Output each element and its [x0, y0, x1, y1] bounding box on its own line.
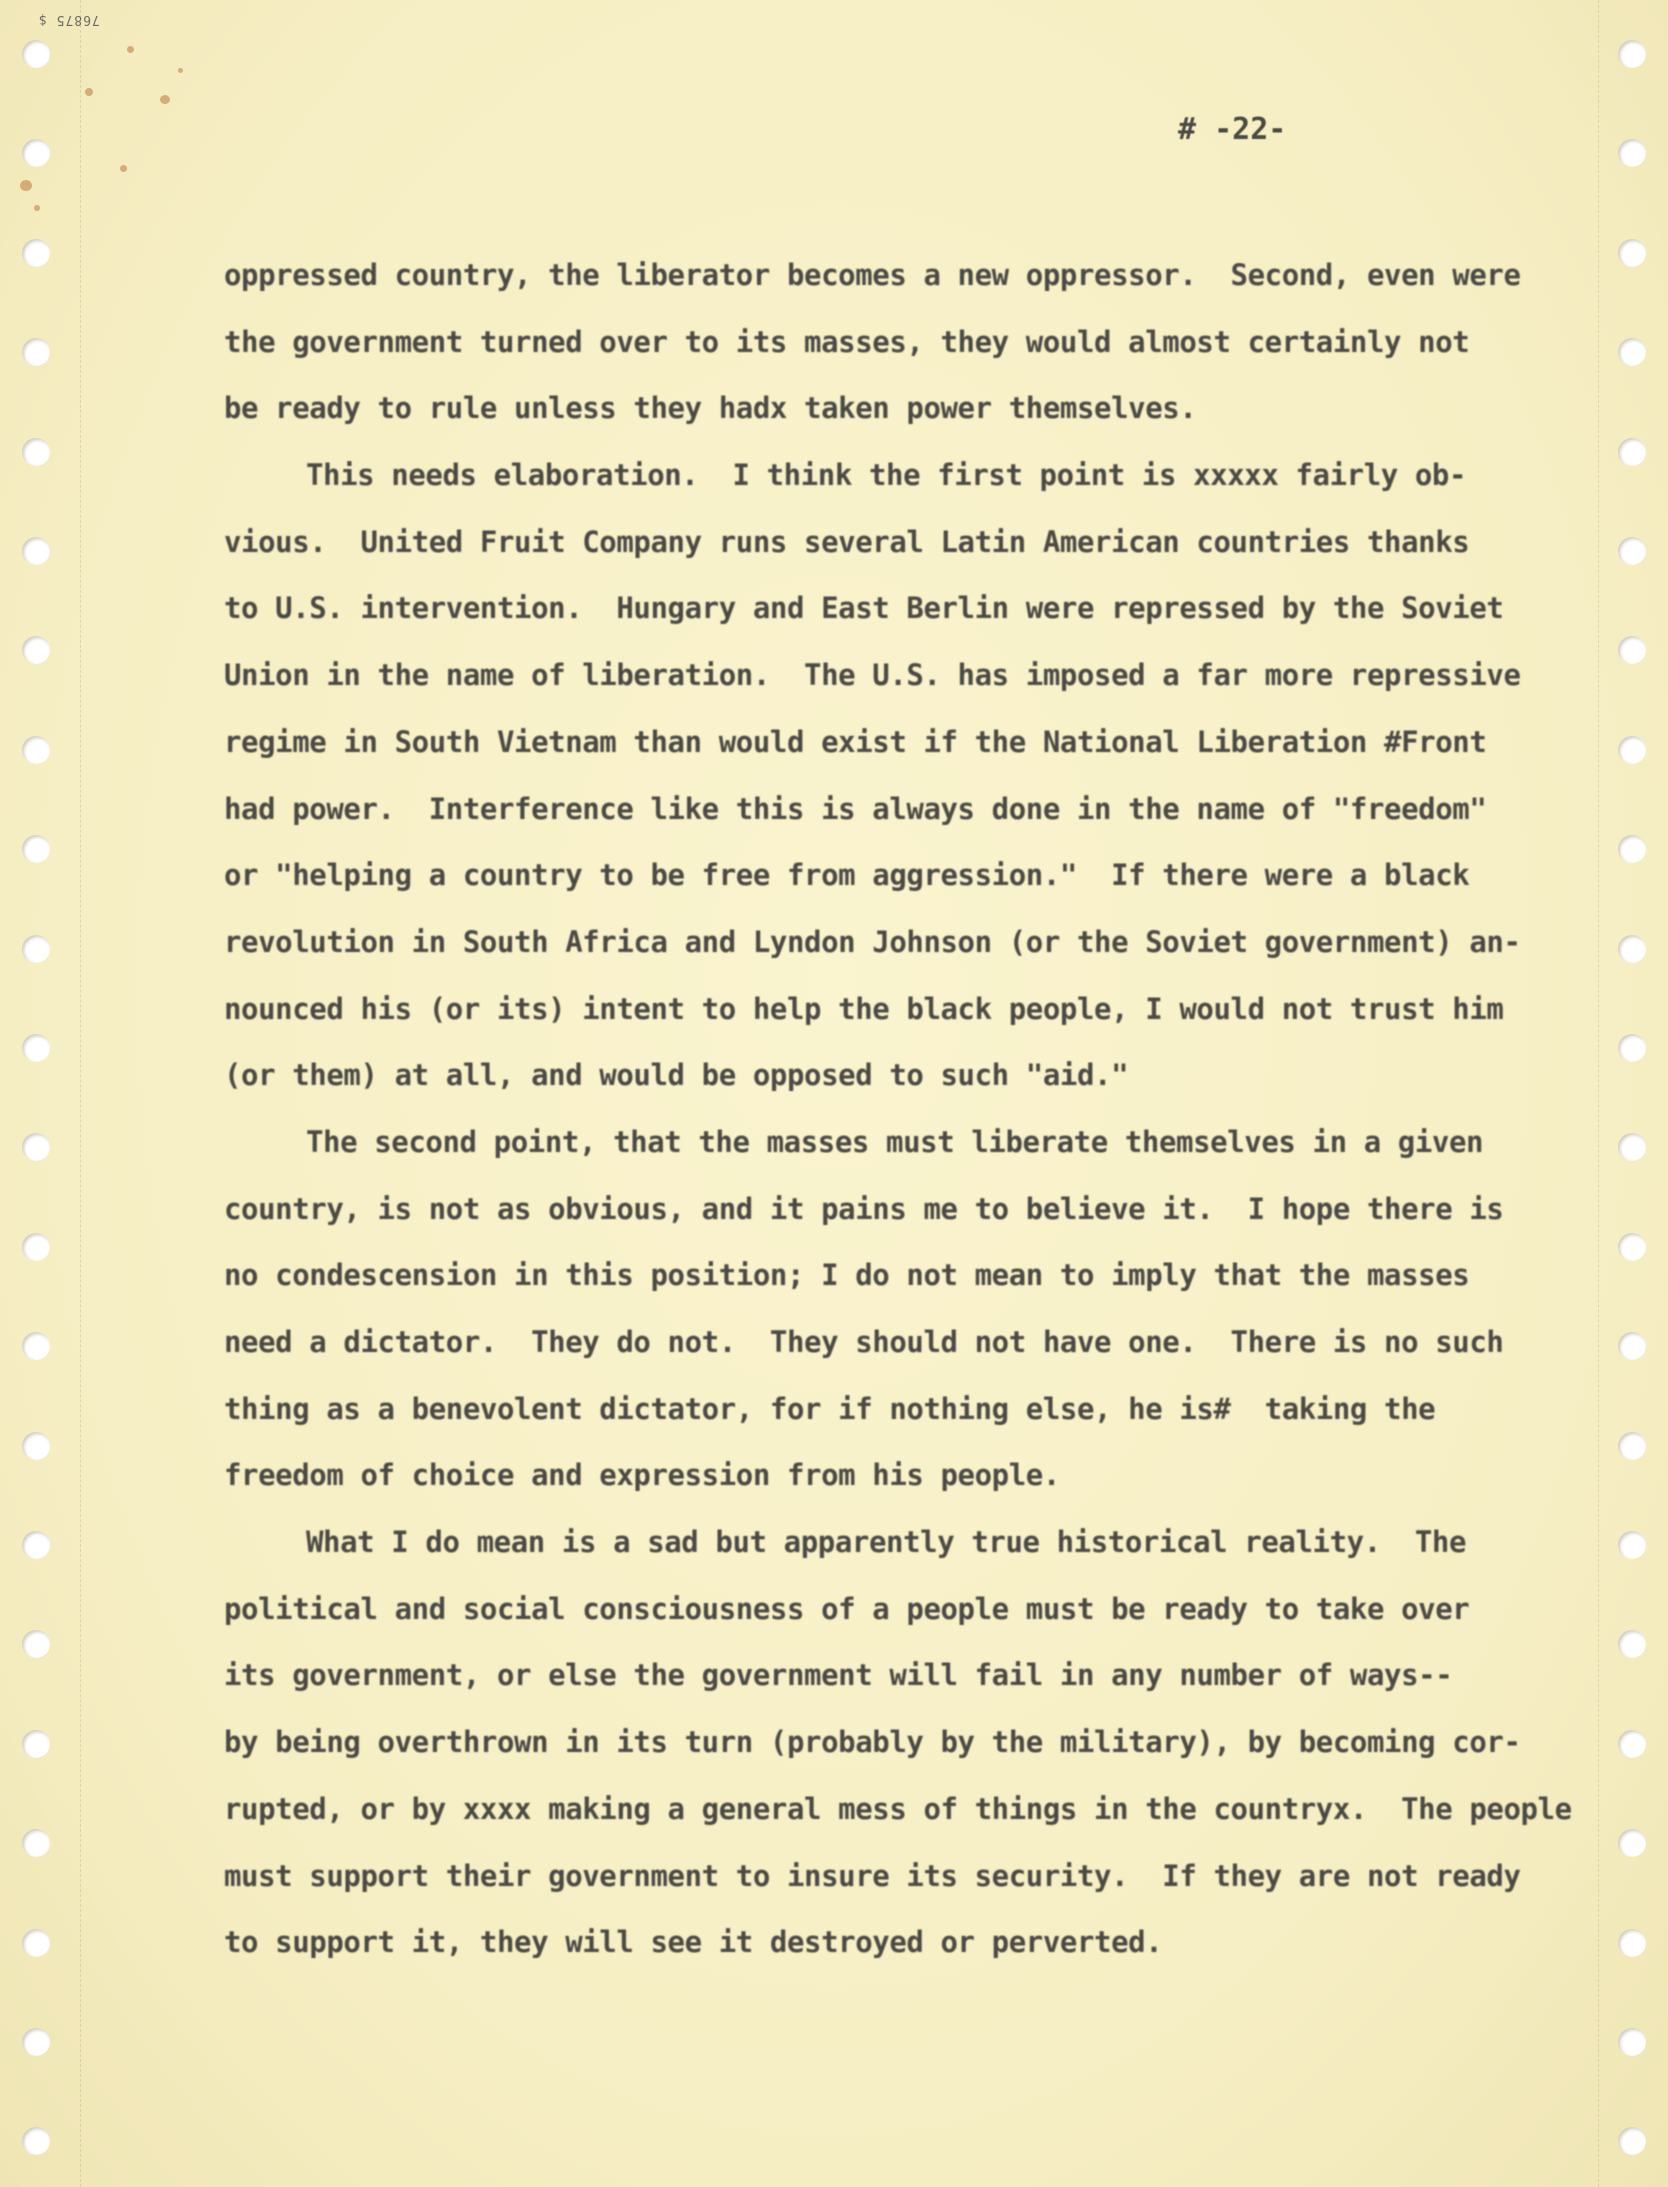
text-line: oppressed country, the liberator becomes a new oppressor. Second, even were — [224, 258, 1521, 292]
text-line: to support it, they will see it destroyed or perverted. — [224, 1925, 1163, 1960]
text-line: need a dictator. They do not. They should not have one. There is no such — [224, 1325, 1504, 1359]
text-line: to U.S. intervention. Hungary and East Berlin were repressed by the Soviet — [224, 591, 1504, 626]
stain-spot — [85, 88, 93, 96]
tractor-hole — [1618, 636, 1646, 664]
text-line: (or them) at all, and would be opposed to such "aid." — [224, 1058, 1129, 1093]
tractor-hole — [22, 1233, 50, 1261]
tractor-hole — [22, 1034, 50, 1062]
right-tractor-holes — [1618, 0, 1658, 2187]
tractor-hole — [22, 1432, 50, 1460]
tractor-hole — [1618, 2127, 1646, 2155]
stain-spot — [34, 205, 40, 211]
text-line: no condescension in this position; I do not mean to imply that the masses — [224, 1258, 1470, 1293]
tractor-hole — [22, 139, 50, 167]
tractor-hole — [22, 537, 50, 565]
text-line: Union in the name of liberation. The U.S. has imposed a far more repressive — [224, 658, 1521, 693]
tractor-hole — [1618, 139, 1646, 167]
tractor-hole — [22, 40, 50, 68]
left-tractor-holes — [22, 0, 62, 2187]
tractor-hole — [1618, 1730, 1646, 1758]
tractor-hole — [1618, 1034, 1646, 1062]
archive-corner-mark: 76875 $ — [38, 12, 100, 27]
tractor-hole — [22, 736, 50, 764]
stain-spot — [120, 165, 127, 172]
text-line: must support their government to insure its security. If they are not ready — [224, 1858, 1521, 1893]
text-line: regime in South Vietnam than would exist if the National Liberation #Front — [224, 724, 1487, 759]
stain-spot — [20, 180, 32, 191]
text-line: vious. United Fruit Company runs several Latin American countries thanks — [224, 524, 1470, 559]
tractor-hole — [1618, 935, 1646, 963]
stain-spot — [178, 68, 183, 73]
tractor-hole — [1618, 239, 1646, 267]
tractor-hole — [22, 1929, 50, 1957]
tractor-hole — [22, 835, 50, 863]
text-line: by being overthrown in its turn (probably by the military), by becoming cor- — [224, 1725, 1521, 1760]
text-line: freedom of choice and expression from his people. — [224, 1458, 1060, 1493]
tractor-hole — [1618, 1630, 1646, 1658]
tractor-hole — [22, 239, 50, 267]
text-line: thing as a benevolent dictator, for if nothing else, he is# taking the — [224, 1391, 1436, 1426]
tractor-hole — [22, 1630, 50, 1658]
page-number: # -22- — [1178, 112, 1287, 147]
text-line: its government, or else the government will fail in any number of ways-- — [224, 1658, 1453, 1693]
tractor-hole — [1618, 1133, 1646, 1161]
right-perforation-line — [1598, 0, 1599, 2187]
text-line: the government turned over to its masses, they would almost certainly not — [224, 324, 1470, 359]
tractor-hole — [1618, 40, 1646, 68]
text-line: rupted, or by xxxx making a general mess of things in the countryx. The people — [224, 1791, 1572, 1826]
tractor-hole — [1618, 338, 1646, 366]
tractor-hole — [22, 1332, 50, 1360]
tractor-hole — [1618, 736, 1646, 764]
tractor-hole — [22, 935, 50, 963]
tractor-hole — [22, 1531, 50, 1559]
text-line: This needs elaboration. I think the first point is xxxxx fairly ob- — [306, 458, 1467, 493]
stain-spot — [127, 46, 134, 53]
tractor-hole — [1618, 1929, 1646, 1957]
text-line: political and social consciousness of a people must be ready to take over — [224, 1591, 1470, 1626]
tractor-hole — [22, 2127, 50, 2155]
tractor-hole — [1618, 1531, 1646, 1559]
tractor-hole — [1618, 537, 1646, 565]
text-line: nounced his (or its) intent to help the black people, I would not trust him — [224, 991, 1504, 1026]
typed-body-text — [224, 242, 1572, 1976]
tractor-hole — [22, 636, 50, 664]
text-line: or "helping a country to be free from aggression." If there were a black — [224, 858, 1470, 893]
tractor-hole — [22, 1829, 50, 1857]
tractor-hole — [22, 1730, 50, 1758]
tractor-hole — [1618, 1829, 1646, 1857]
left-perforation-line — [80, 0, 81, 2187]
text-line: country, is not as obvious, and it pains me to believe it. I hope there is — [224, 1191, 1504, 1226]
text-line: had power. Interference like this is always done in the name of "freedom" — [224, 791, 1487, 826]
tractor-hole — [1618, 1432, 1646, 1460]
tractor-hole — [1618, 1233, 1646, 1261]
tractor-hole — [22, 2028, 50, 2056]
tractor-hole — [22, 1133, 50, 1161]
text-line: revolution in South Africa and Lyndon Johnson (or the Soviet government) an- — [224, 924, 1521, 959]
text-line: be ready to rule unless they hadx taken power themselves. — [224, 391, 1197, 426]
tractor-hole — [22, 338, 50, 366]
tractor-hole — [1618, 1332, 1646, 1360]
stain-spot — [160, 95, 170, 104]
tractor-hole — [1618, 835, 1646, 863]
text-line: What I do mean is a sad but apparently true historical reality. The — [306, 1525, 1467, 1560]
tractor-hole — [1618, 438, 1646, 466]
tractor-hole — [1618, 2028, 1646, 2056]
tractor-hole — [22, 438, 50, 466]
text-line: The second point, that the masses must liberate themselves in a given — [306, 1124, 1484, 1159]
